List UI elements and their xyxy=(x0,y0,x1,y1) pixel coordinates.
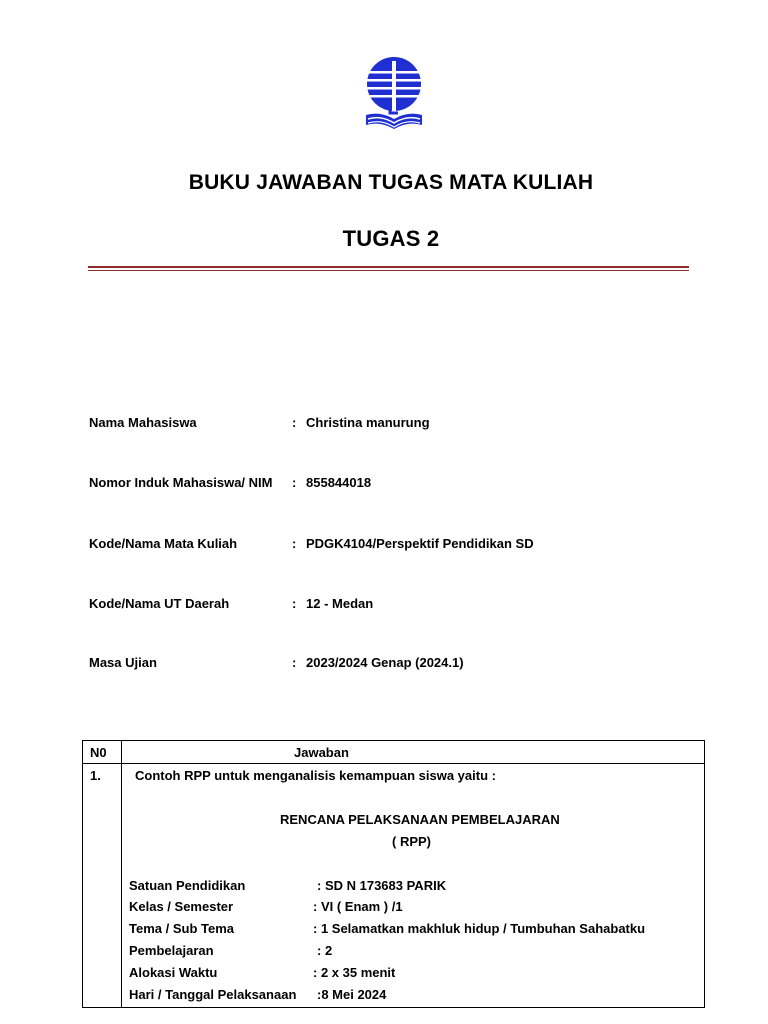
header-no: N0 xyxy=(90,745,107,760)
info-colon: : xyxy=(292,655,297,670)
table-column-divider xyxy=(121,741,122,1007)
info-label: Nomor Induk Mahasiswa/ NIM xyxy=(89,475,273,490)
rpp-value-school: : SD N 173683 PARIK xyxy=(317,878,447,893)
answer-intro: Contoh RPP untuk menganalisis kemampuan siswa yaitu : xyxy=(135,768,496,783)
info-label: Masa Ujian xyxy=(89,655,157,670)
rpp-subtitle: ( RPP) xyxy=(392,834,431,849)
header-answer: Jawaban xyxy=(294,745,349,760)
rpp-label-school: Satuan Pendidikan xyxy=(129,878,246,893)
university-logo-icon xyxy=(360,57,428,131)
rpp-value-class: : VI ( Enam ) /1 xyxy=(313,899,403,914)
rpp-label-time: Alokasi Waktu xyxy=(129,965,218,980)
document-title: BUKU JAWABAN TUGAS MATA KULIAH xyxy=(188,171,594,194)
answer-table xyxy=(82,740,705,1008)
rpp-value-date: :8 Mei 2024 xyxy=(317,987,387,1002)
rpp-value-theme: : 1 Selamatkan makhluk hidup / Tumbuhan Sahabatku xyxy=(313,921,646,936)
info-colon: : xyxy=(292,475,297,490)
info-label: Nama Mahasiswa xyxy=(89,415,197,430)
rpp-title: RENCANA PELAKSANAAN PEMBELAJARAN xyxy=(280,812,560,827)
table-header-divider xyxy=(83,763,704,764)
info-value: 855844018 xyxy=(306,475,372,490)
info-value: 12 - Medan xyxy=(306,596,374,611)
rpp-label-theme: Tema / Sub Tema xyxy=(129,921,234,936)
info-colon: : xyxy=(292,536,297,551)
info-value: 2023/2024 Genap (2024.1) xyxy=(306,655,464,670)
info-colon: : xyxy=(292,415,297,430)
info-value: PDGK4104/Perspektif Pendidikan SD xyxy=(306,536,534,551)
rpp-value-time: : 2 x 35 menit xyxy=(313,965,396,980)
assignment-number: TUGAS 2 xyxy=(342,226,440,251)
info-value: Christina manurung xyxy=(306,415,430,430)
divider-line-thin xyxy=(88,270,689,271)
info-colon: : xyxy=(292,596,297,611)
rpp-label-class: Kelas / Semester xyxy=(129,899,234,914)
divider-line xyxy=(88,266,689,268)
row-number: 1. xyxy=(90,768,101,783)
rpp-value-lesson: : 2 xyxy=(317,943,333,958)
rpp-label-date: Hari / Tanggal Pelaksanaan xyxy=(129,987,297,1002)
info-label: Kode/Nama Mata Kuliah xyxy=(89,536,238,551)
rpp-label-lesson: Pembelajaran xyxy=(129,943,214,958)
info-label: Kode/Nama UT Daerah xyxy=(89,596,230,611)
